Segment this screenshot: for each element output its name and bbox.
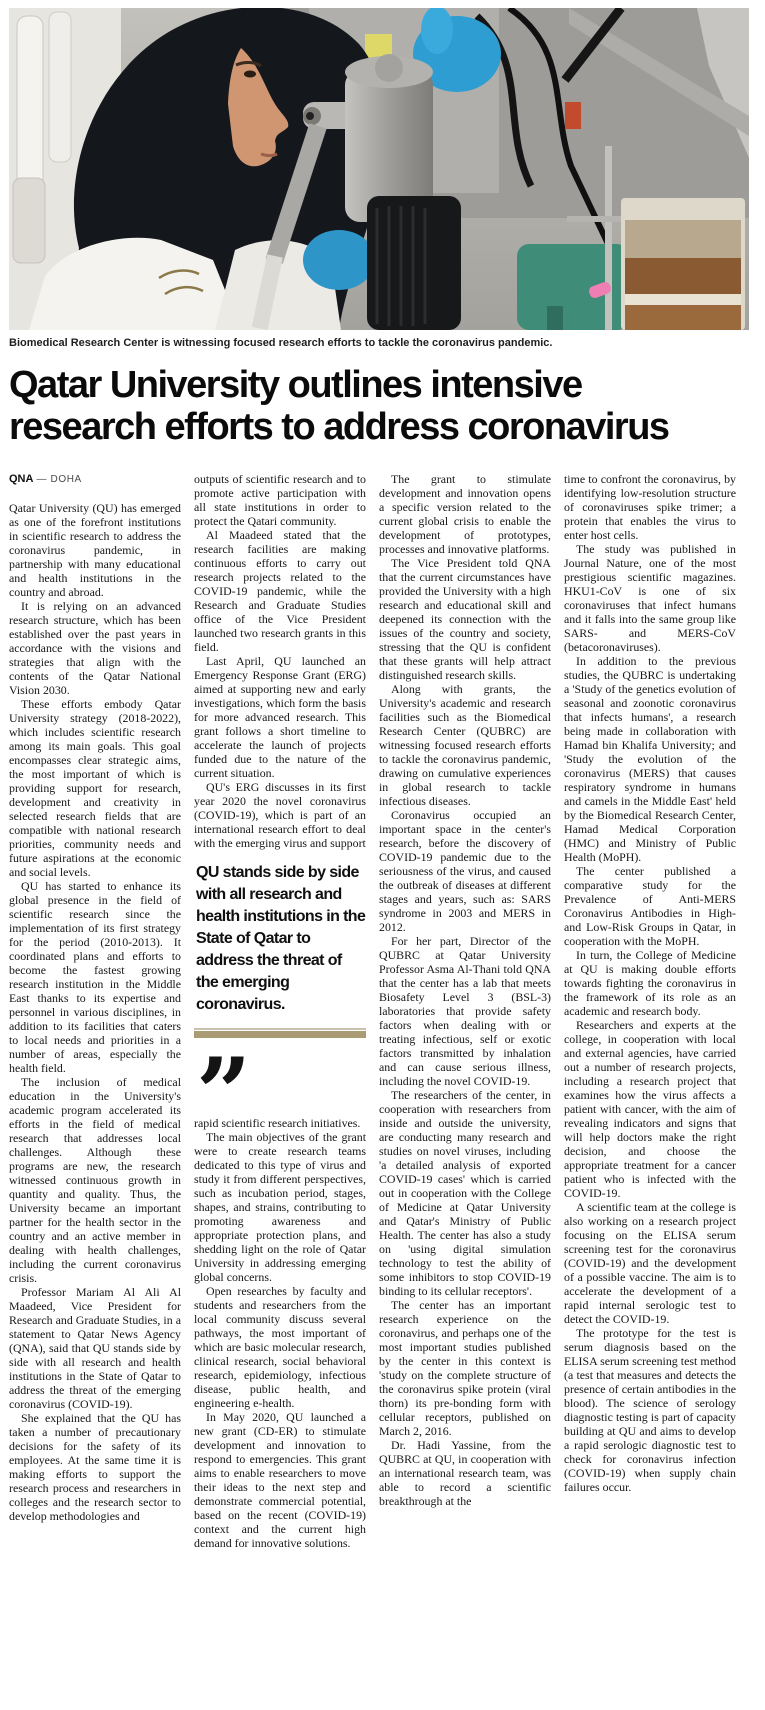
article-paragraph: Open researches by faculty and students and researchers from the local community discuss several pathways, the most important of which are basic molecular research, clinical research, social behavioral research, epidemiology, infectious disease, public health, and engineering e-health. [194,1284,366,1410]
article-paragraph: The study was published in Journal Nature, one of the most prestigious scientific magazines. HKU1-CoV is one of six coronaviruses that infect humans and it falls into the same group like SARS- and MERS-CoV (betacoronaviruses). [564,542,736,654]
byline-agency: QNA [9,473,34,485]
article-paragraph: In addition to the previous studies, the QUBRC is undertaking a 'Study of the genetics evolution of seasonal and zoonotic coronavirus that infects humans', a research being made in collaboration with Hamad bin Khalifa University; and 'Study the evolution of the coronavirus (MERS) that causes respiratory syndrome in humans and camels in the Middle East' held by the Biomedical Research Center, Hamad Medical Corporation (HMC) and Ministry of Public Health (MoPH). [564,654,736,864]
article-paragraph: The center published a comparative study for the Prevalence of Anti-MERS Coronavirus Antibodies in High- and Low-Risk Groups in Qatar, in cooperation with the MoPH. [564,864,736,948]
article-paragraph: She explained that the QU has taken a number of precautionary decisions for the safety of its employees. At the same time it is making efforts to support the research process and researchers in colleges and the research sector to develop methodologies and [9,1411,181,1523]
article-paragraph: The main objectives of the grant were to create research teams dedicated to this type of virus and study it from different perspectives, such as incubation period, stages, shapes, and strains, contributing to promoting awareness and appropriate protection plans, and shedding light on the role of Qatar University in addressing emerging global concerns. [194,1130,366,1284]
article-paragraph: The grant to stimulate development and innovation opens a specific version related to the current global crisis to enable the development of prototypes, processes and innovative platforms. [379,472,551,556]
article-paragraph: Al Maadeed stated that the research facilities are making continuous efforts to carry out research projects related to the COVID-19 pandemic, while the Research and Graduate Studies office of the Vice President launched two research grants in this field. [194,528,366,654]
headline-line-1: Qatar University outlines intensive [9,364,582,406]
article-paragraph: The inclusion of medical education in the University's academic program accelerated its efforts in the field of medical research that addresses local challenges. Although these programs are new, the research witnessed continuous growth in quantity and quality. Thus, the University became an important partner for the health sector in the country and an active member in dealing with health challenges, including the current coronavirus crisis. [9,1075,181,1285]
byline-separator: — [36,474,48,485]
byline-location: DOHA [50,474,82,485]
article-paragraph: The Vice President told QNA that the current circumstances have provided the University with a high research and educational skill and deepened its connection with the issues of the country and society, stressing that the QU is confident that these grants will help attract distinguished research skills. [379,556,551,682]
article-paragraph: For her part, Director of the QUBRC at Qatar University Professor Asma Al-Thani told QNA that the center has a lab that meets Biosafety Level 3 (BSL-3) laboratories that provide safety factors when dealing with or treating infectious, self or exotic factors transmitted by inhalation and can cause serious illness, including the novel COVID-19. [379,934,551,1088]
article-photo-illustration [9,8,749,330]
article-photo [9,8,749,330]
article-paragraph: The researchers of the center, in cooperation with researchers from inside and outside the university, are conducting many research and studies on novel viruses, including 'a detailed analysis of exported COVID-19 cases' which is carried out in cooperation with the College of Medicine at Qatar University and Qatar's Ministry of Public Health. The center has also a study on 'using digital simulation technology to test the ability of some inhibitors to stop COVID-19 binding to its cellular receptors'. [379,1088,551,1298]
article-column-4 [564,472,736,1702]
article-paragraph: Last April, QU launched an Emergency Response Grant (ERG) aimed at supporting new and early investigations, which form the basis for more advanced research. This grant follows a short timeline to accelerate the launch of projects funded due to the nature of the current situation. [194,654,366,780]
article-paragraph: Professor Mariam Al Ali Al Maadeed, Vice President for Research and Graduate Studies, in a statement to Qatar News Agency (QNA), said that QU stands side by side with all research and health institutions in the State of Qatar to address the threat of the emerging coronavirus (COVID-19). [9,1285,181,1411]
article-paragraph: rapid scientific research initiatives. [194,1116,361,1130]
article-paragraph: The prototype for the test is serum diagnosis based on the ELISA serum screening test method (a test that measures and detects the presence of certain antibodies in the blood). The science of serology diagnostic testing is part of capacity building at QU and aims to develop a rapid serologic diagnostic test to check for coronavirus infection (COVID-19) when supply chain failures occur. [564,1326,736,1494]
article-paragraph: These efforts embody Qatar University strategy (2018-2022), which includes scientific research among its main goals. This goal encompasses clear strategic aims, the most important of which is providing support for research, development and creativity in selected research fields that are compatible with national research priorities, community needs and future aspirations at the economic and social levels. [9,697,181,879]
article-paragraph: Researchers and experts at the college, in cooperation with local and external agencies, have carried out a number of research projects, including a research project that examines how the virus affects a patient with cancer, with the aim of revealing indicators and signs that will help doctors make the right decision, and choose the appropriate treatment for a cancer patient who is infected with the COVID-19. [564,1018,736,1200]
article-paragraph: outputs of scientific research and to promote active participation with all state institutions in order to protect the Qatari community. [194,472,366,528]
pull-quote-rule [194,1028,366,1038]
article-paragraph: Qatar University (QU) has emerged as one of the forefront institutions in scientific research to address the coronavirus pandemic, in partnership with many educational and health institutions in the country and abroad. [9,501,181,599]
article-paragraph: The center has an important research experience on the coronavirus, and perhaps one of the most important studies published by the center in this context is 'study on the complete structure of the coronavirus spike protein (viral thorn) its pre-bonding form with cellular receptors, published on March 2, 2016. [379,1298,551,1438]
pull-quote: QU stands side by side with all research and health institutions in the State of Qatar to address the threat of the emerging coronavirus. [196,864,366,1013]
article-paragraph: time to confront the coronavirus, by identifying low-resolution structure of coronaviruses spike trimer; a protein that enables the virus to enter host cells. [564,472,736,542]
article-paragraph: In turn, the College of Medicine at QU is making double efforts towards fighting the coronavirus in the framework of its role as an academic and research body. [564,948,736,1018]
article-paragraph: QU's ERG discusses in its first year 2020 the novel coronavirus (COVID-19), which is part of an international research effort to deal with the emerging virus and support [194,780,366,850]
article-paragraph: It is relying on an advanced research structure, which has been established over the past years in accordance with the visions and strategies that align with the contents of the Qatar National Vision 2030. [9,599,181,697]
photo-caption: Biomedical Research Center is witnessing focused research efforts to tackle the coronavirus pandemic. [9,337,553,349]
article-paragraph: QU has started to enhance its global presence in the field of scientific research since the implementation of its first strategy for the period (2010-2013). It coordinated plans and efforts to become the fastest growing research institution in the Middle East thanks to its expertise and personnel in various disciplines, in addition to its facilities that caters to local needs and priorities in a number of areas, especially the health field. [9,879,181,1075]
article-paragraph: Dr. Hadi Yassine, from the QUBRC at QU, in cooperation with an international research team, was able to record a scientific breakthrough at the [379,1438,551,1508]
article-body [9,472,757,1702]
quote-marks-icon: ” [196,1048,246,1108]
article-column-3 [379,472,551,1702]
byline [9,472,181,487]
article-paragraph: Along with grants, the University's academic and research facilities such as the Biomedical Research Center (QUBRC) are witnessing focused research efforts to tackle the coronavirus pandemic, drawing on cumulative experiences in global research to tackle infectious diseases. [379,682,551,808]
article-paragraph: Coronavirus occupied an important space in the center's research, before the discovery of COVID-19 pandemic due to the seriousness of the virus, and caused the outbreak of diseases at different stages and years, such as: SARS syndrome in 2003 and MERS in 2012. [379,808,551,934]
article-column-1 [9,472,181,1702]
headline-line-2: research efforts to address coronavirus [9,406,669,448]
article-paragraph: A scientific team at the college is also working on a research project focusing on the ELISA serum screening test for the coronavirus (COVID-19) and the development of a possible vaccine. The aim is to accelerate the development of a rapid internal serologic test to detect the COVID-19. [564,1200,736,1326]
article-column-2 [194,472,366,1702]
page-title [9,364,757,448]
article-paragraph: In May 2020, QU launched a new grant (CD-ER) to stimulate development and innovation to respond to emergencies. This grant aims to enable researchers to move their ideas to the next step and demonstrate commercial potential, based on the recent (COVID-19) context and the current high demand for innovative solutions. [194,1410,366,1550]
